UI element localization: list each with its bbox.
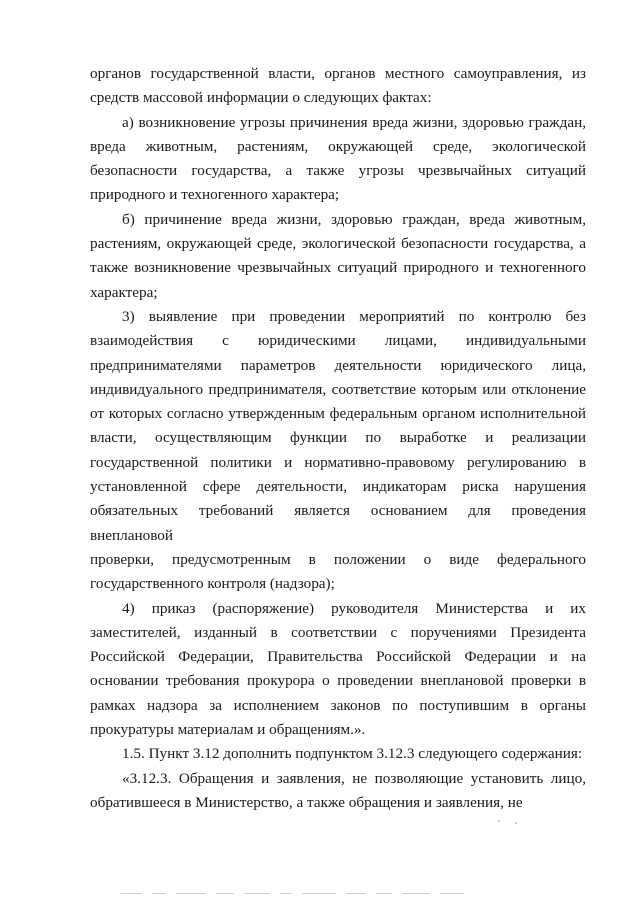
text-line: Российской Федерации, Правительства Российской Федерации и на	[90, 648, 586, 666]
scan-artifact-footer	[120, 884, 530, 890]
text-line: б) причинение вреда жизни, здоровью граждан, вреда животным,	[122, 210, 586, 228]
text-line: проверки, предусмотренным в положении о виде федерального	[90, 550, 586, 568]
text-line: растениям, окружающей среде, экологической безопасности государства, а	[90, 235, 586, 253]
text-line: также возникновение чрезвычайных ситуаций природного и техногенного	[90, 259, 586, 277]
text-line: 4) приказ (распоряжение) руководителя Министерства и их	[122, 599, 586, 617]
text-line: а) возникновение угрозы причинения вреда жизни, здоровью граждан,	[122, 113, 586, 131]
text-line: обратившееся в Министерство, а также обращения и заявления, не	[90, 793, 523, 811]
scan-speck	[498, 820, 500, 822]
text-line: государственного контроля (надзора);	[90, 575, 335, 593]
text-line: обязательных требований является основанием для проведения внеплановой	[90, 502, 586, 544]
text-line: заместителей, изданный в соответствии с поручениями Президента	[90, 623, 586, 641]
text-line: основании требования прокурора о проведении внеплановой проверки в	[90, 672, 586, 690]
text-line: установленной сфере деятельности, индикаторам риска нарушения	[90, 478, 586, 496]
document-body	[90, 62, 586, 815]
text-line: характера;	[90, 283, 158, 301]
text-line: безопасности государства, а также угрозы чрезвычайных ситуаций	[90, 162, 586, 180]
text-line: средств массовой информации о следующих фактах:	[90, 89, 432, 107]
scan-speck	[515, 822, 517, 824]
text-line: от которых согласно утвержденным федеральным органом исполнительной	[90, 405, 586, 423]
text-line: «3.12.3. Обращения и заявления, не позволяющие установить лицо,	[122, 769, 586, 787]
text-line: прокуратуры материалам и обращениям.».	[90, 721, 366, 739]
text-line: 3) выявление при проведении мероприятий по контролю без	[122, 307, 586, 325]
paragraph	[90, 305, 586, 597]
text-line: индивидуального предпринимателя, соответствие которым или отклонение	[90, 380, 586, 398]
paragraph	[90, 767, 586, 816]
text-line: взаимодействия с юридическими лицами, индивидуальными	[90, 332, 586, 350]
paragraph	[90, 208, 586, 305]
text-line: рамках надзора за исполнением законов по поступившим в органы	[90, 696, 586, 714]
paragraph	[90, 62, 586, 111]
text-line: власти, осуществляющим функции по выработке и реализации	[90, 429, 586, 447]
text-line: предпринимателями параметров деятельности юридического лица,	[90, 356, 586, 374]
text-line: природного и техногенного характера;	[90, 186, 340, 204]
text-line: государственной политики и нормативно-правовому регулированию в	[90, 453, 586, 471]
paragraph	[90, 111, 586, 208]
text-line: 1.5. Пункт 3.12 дополнить подпунктом 3.12.3 следующего содержания:	[122, 745, 583, 763]
paragraph	[90, 597, 586, 743]
text-line: вреда животным, растениям, окружающей среде, экологической	[90, 137, 586, 155]
paragraph	[90, 742, 586, 766]
text-line: органов государственной власти, органов местного самоуправления, из	[90, 65, 586, 82]
